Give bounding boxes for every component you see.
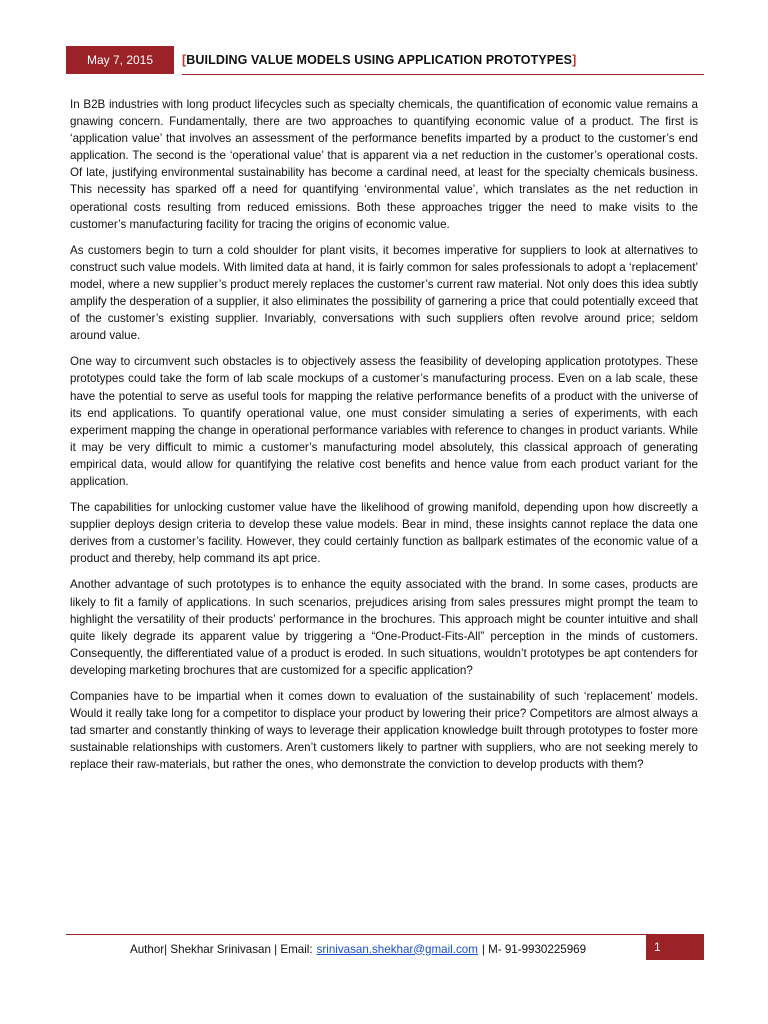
footer-divider: [66, 934, 704, 935]
paragraph: As customers begin to turn a cold shoulder for plant visits, it becomes imperative for suppliers to look at alternatives to construct such value models. With limited data at hand, it is fairly common for sales professionals to adopt a ‘replacement’ model, where a new supplier’s product merely replaces the customer’s current raw material. Not only does this idea subtly amplify the desperation of a supplier, it also eliminates the possibility of garnering a price that could potentially exceed that of the customer’s existing supplier. Invariably, conversations with such suppliers often revolve around price; seldom around value.: [70, 243, 698, 343]
paragraph: In B2B industries with long product lifecycles such as specialty chemicals, the quantification of economic value remains a gnawing concern. Fundamentally, there are two approaches to quantifying economic value of a product. The first is ‘application value’ that involves an assessment of the performance benefits imparted by a product to the customer’s end application. The second is the ‘operational value’ that is apparent via a net reduction in the customer’s operational costs. Of late, justifying environmental sustainability has become a cardinal need, at least for the specialty chemicals business. This necessity has sparked off a need for quantifying ‘environmental value’, which translates as the net reduction in operational costs resulting from reduced emissions. Both these approaches trigger the need to make visits to the customer’s manufacturing facility for tracing the origins of economic value.: [70, 98, 698, 231]
page-number: 1: [646, 934, 704, 960]
footer-author-info: [130, 938, 586, 960]
footer-phone: | M- 91-9930225969: [481, 942, 587, 956]
paragraph: One way to circumvent such obstacles is to objectively assess the feasibility of developing application prototypes. These prototypes could take the form of lab scale mockups of a customer’s manufacturing process. Even on a lab scale, these have the potential to serve as useful tools for mapping the relative performance benefits of a product with the universe of its end applications. To quantify operational value, one must consider simulating a series of experiments, with each experiment mapping the change in operational performance variables with reference to changes in product variants. While it may be very difficult to mimic a customer’s manufacturing model absolutely, this classical approach of generating empirical data, would allow for quantifying the relative cost benefits and hence value from each product variant for the application.: [70, 355, 698, 488]
header-bracket-close: ]: [572, 53, 577, 67]
footer-author: Author| Shekhar Srinivasan | Email:: [130, 942, 313, 956]
article-body: [70, 96, 698, 782]
email-link[interactable]: srinivasan.shekhar@gmail.com: [316, 942, 478, 956]
header-title: BUILDING VALUE MODELS USING APPLICATION PROTOTYPES: [186, 53, 573, 67]
page-header: [66, 46, 704, 74]
header-title-wrapper: [182, 46, 704, 75]
header-bracket-open: [: [182, 53, 187, 67]
page-footer: [66, 934, 704, 960]
paragraph: Companies have to be impartial when it comes down to evaluation of the sustainability of such ‘replacement’ models. Would it really take long for a competitor to displace your product by lowering their price? Competitors are almost always a tad smarter and constantly thinking of ways to leverage their application knowledge built through prototypes to foster more sustainable relationships with customers. Aren’t customers likely to partner with suppliers, who are not seeking merely to replace their raw-materials, but rather the ones, who demonstrate the conviction to develop products with them?: [70, 690, 698, 772]
paragraph: The capabilities for unlocking customer value have the likelihood of growing manifold, depending upon how discreetly a supplier deploys design criteria to develop these value models. Bear in mind, these insights cannot replace the data one derives from a customer’s facility. However, they could certainly function as ballpark estimates of the economic value of a product and thereby, help command its apt price.: [70, 501, 698, 566]
header-date: May 7, 2015: [66, 46, 174, 74]
paragraph: Another advantage of such prototypes is to enhance the equity associated with the brand. In some cases, products are likely to fit a family of applications. In such scenarios, prejudices arising from sales pressures might prompt the team to highlight the versatility of their products’ performance in the brochures. This approach might be counter intuitive and shall quite likely degrade its apparent value by triggering a “One-Product-Fits-All” perception in the minds of customers. Consequently, the differentiated value of a product is eroded. In such situations, wouldn’t prototypes be apt contenders for developing marketing brochures that are customized for a specific application?: [70, 578, 698, 677]
